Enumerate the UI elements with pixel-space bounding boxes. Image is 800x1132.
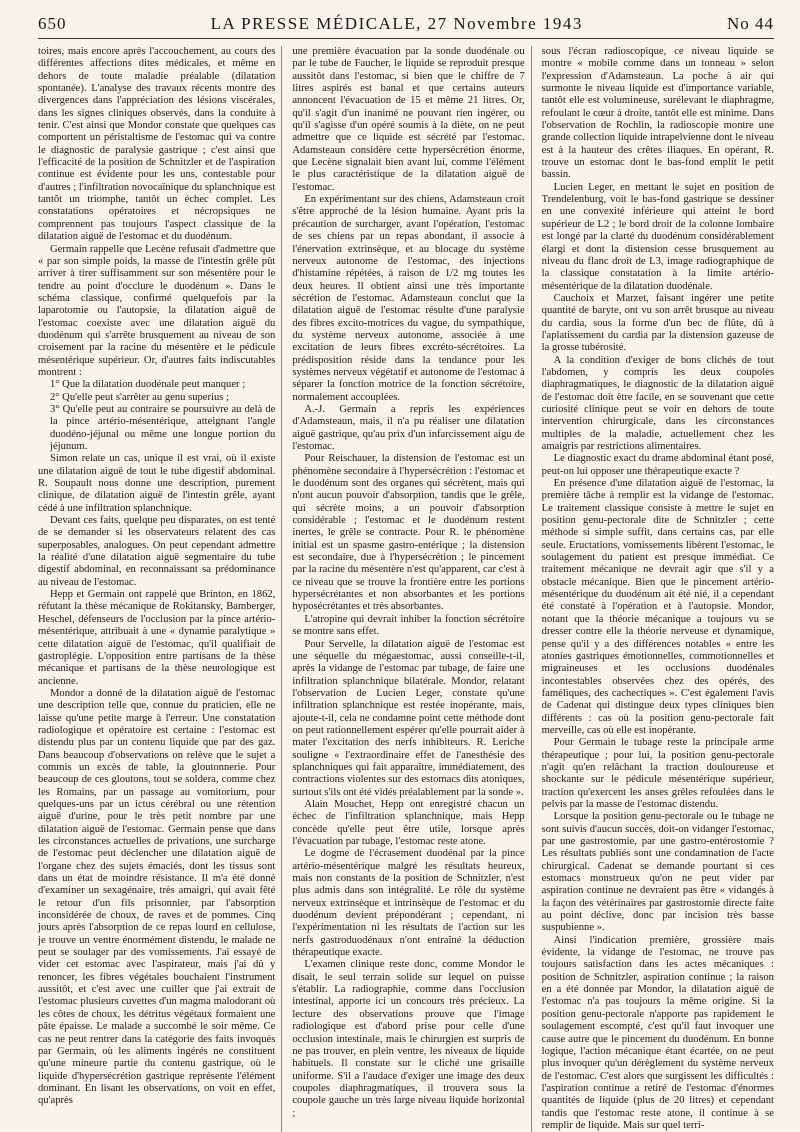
paragraph: En expérimentant sur des chiens, Adamsteaun croit s'être approché de la lésion humaine. Ayant pris la précaution de surcharger, avant l'opération, l'estomac de ses chiens par un repas abondant, il associe à l'énervation extrinsèque, et au blocage du système nerveux autonome de l'estomac, des injections d'histamine répétées, à raison de 1/2 mg toutes les deux heures. Il obtient ainsi une très importante sécrétion de l'estomac. Adamsteaun conclut que la dilatation aiguë de l'estomac résulte d'une paralysie des fibres excito-motrices du vague, du sympathique, du système nerveux autonome, associée à une excitation de leurs fibres excréto-sécrétoires. La prédisposition réside dans la tendance pour les systèmes nerveux végétatif et autonome de l'estomac à séparer la fonction motrice de la fonction sécrétoire, normalement accouplées. <box>292 194 525 403</box>
paragraph: Lorsque la position genu-pectorale ou le tubage ne sont suivis d'aucun succès, doit-on vidanger l'estomac, par une gastrostomie, par une gastro-entérostomie ? Les résultats publiés sont une condamnation de l'acte chirurgical. Cadenat se demande pourtant si ces estomacs monstrueux qu'on ne peut vider par aspiration continue ne devraient pas être « vidangés à la façon des vétérinaires par gastrostomie directe faite au point déclive, donc par incision très basse suspubienne ». <box>541 811 774 934</box>
paragraph: Pour Servelle, la dilatation aiguë de l'estomac est une séquelle du mégaestomac, aussi conseille-t-il, après la vidange de l'estomac par tubage, de faire une infiltration splanchnique bilatérale. Mondor, relatant l'observation de Lucien Leger, constate qu'une infiltration splanchnique est restée inopérante, mais, ajoute-t-il, cela ne condamne point cette méthode dont on peut rationnellement espérer qu'elle pourrait aider à mater l'excitation des nerfs inhibiteurs. R. Leriche souligne « l'extraordinaire effet de l'anesthésie des splanchniques qui fait apparaître, immédiatement, des contractions violentes sur des estomacs dits atoniques, surtout s'ils ont été vidés préalablement par la sonde ». <box>292 638 525 798</box>
paragraph: Le dogme de l'écrasement duodénal par la pince artério-mésentérique malgré les résultats heureux, mais non constants de la position de Schnitzler, n'est plus admis dans son intégralité. Le rôle du système nerveux extrinsèque et intrinsèque de l'estomac et du duodénum devient prépondérant ; cependant, ni l'expérimentation ni les résultats de l'action sur les nerfs gastroduodénaux n'ont entraîné la déduction thérapeutique exacte. <box>292 848 525 959</box>
paragraph: Mondor a donné de la dilatation aiguë de l'estomac une description telle que, connue du praticien, elle ne laisse qu'une petite marge à l'erreur. Une constatation radiologique et opératoire est certaine : l'estomac est distendu plus par un contenu liquide que par des gaz. Dans beaucoup d'observations on relève que le sujet a commis un excès de table, la gloutonnerie. Pour beaucoup de ces gloutons, tout se soldera, comme chez les Romains, par un passage au vomitorium, pour quelques-uns par un ictus cérébral ou une rétention aiguë d'urine, pour le très petit nombre par une dilatation aiguë de l'estomac. Germain pense que dans les circonstances actuelles de privations, une surcharge de l'estomac peut déclencher une dilatation aiguë de l'organe chez des sujets émaciés, dont les tissus sont dans un état de moindre résistance. Il m'a été donné d'examiner un sexagénaire, très amaigri, qui avait fêté le retour d'un fils prisonnier, par l'absorption inconsidérée de choux, de raves et de pommes. Cinq jours après l'absorption de ce repas lourd en cellulose, je trouve un ventre énormément distendu, le malade ne peut se soulager par des vomissements. J'ai essayé de vider cet estomac avec l'aspirateur, mais j'ai dû y renoncer, les fibres végétales bouchaient l'instrument aussitôt, et c'est avec une cuiller que j'ai extrait de l'estomac plusieurs cuvettes d'un magma malodorant où les côtes de choux, les détritus végétaux formaient une pâte épaisse. Le malade a succombé le soir même. Ce cas ne peut rentrer dans la catégorie des faits invoqués par Germain, où les aliments ingérés ne constituent qu'une mineure partie du contenu gastrique, où le liquide d'hypersécrétion gastrique représente l'élément dominant. En lisant les observations, on voit en effet, qu'après <box>38 687 276 1107</box>
paragraph: A la condition d'exiger de bons clichés de tout l'abdomen, y compris les deux coupoles diaphragmatiques, le diagnostic de la dilatation aiguë de l'estomac doit être facile, en se souvenant que cette curiosité clinique peut se voir en dehors de toute intervention chirurgicale, dans les circonstances multiples de la maladie, actuellement chez les amaigris par restrictions alimentaires. <box>541 354 774 452</box>
paragraph: une première évacuation par la sonde duodénale ou par le tube de Faucher, le liquide se reproduit presque aussitôt dans l'estomac, si bien que le chiffre de 7 litres aspirés est banal et que certains auteurs annoncent l'évacuation de 15 et même 21 litres. Or, qu'il s'agit d'un inanimé ne pouvant rien ingérer, ou qu'il s'agisse d'un opéré soumis à la diète, on ne peut admettre que ce liquide est sécrété par l'estomac. Adamsteaun considère cette hypersécrétion énorme, que Lecène signalait bien avant lui, comme l'élément le plus caractéristique de la dilatation aiguë de l'estomac. <box>292 46 525 193</box>
paragraph: Pour Germain le tubage reste la principale arme thérapeutique ; pour lui, la position genu-pectorale n'agit qu'en relâchant la traction douloureuse et shockante sur le pédicule mésentérique supérieur, traction qu'exercent les anses grêles refoulées dans le pelvis par la masse de l'estomac distendu. <box>541 737 774 810</box>
paragraph: L'examen clinique reste donc, comme Mondor le disait, le seul terrain solide sur lequel on puisse s'établir. La radiographie, comme dans l'occlusion intestinal, apporte ici un concours très précieux. La lecture des observations prouve que l'image radiologique est d'abord prise pour celle d'une occlusion intestinale, mais le chirurgien est surpris de ne pas trouver, en plein ventre, les niveaux de liquide habituels. Il constate sur le cliché une grisaille uniforme. S'il a l'audace d'exiger une image des deux coupoles diaphragmatiques, il trouvera sous la coupole gauche un très large niveau liquide horizontal ; <box>292 959 525 1119</box>
running-header <box>38 14 774 44</box>
paragraph: 1° Que la dilatation duodénale peut manquer ; <box>50 379 246 391</box>
paragraph: Alain Mouchet, Hepp ont enregistré chacun un échec de l'infiltration splanchnique, mais Hepp concède qu'elle peut être utile, lorsque après l'évacuation par tubage, l'estomac reste atone. <box>292 798 525 847</box>
paragraph: A.-J. Germain a repris les expériences d'Adamsteaun, mais, il n'a pu réaliser une dilatation aiguë gastrique, qu'au prix d'un infarcissement aigu de l'estomac. <box>292 403 525 452</box>
paragraph: Ainsi l'indication première, grossière mais évidente, la vidange de l'estomac, ne trouve pas toujours satisfaction dans les actes mécaniques : position de Schnitzler, aspiration continue ; la raison en a été donnée par Mondor, la dilatation aiguë de l'estomac n'a pas toujours la même origine. Si la position genu-pectorale n'apporte pas rapidement le soulagement escompté, c'est qu'il faut invoquer une cause autre que le pincement du duodénum. En bonne logique, l'action mécanique étant écartée, on ne peut plus invoquer qu'un dérèglement du système nerveux de l'estomac. C'est alors que surgissent les difficultés : l'aspiration continue a retiré de l'estomac d'énormes quantités de liquide (plus de 20 litres) et cependant tandis que l'estomac reste atone, il continue à se remplir de liquide. Mais sur quel terri- <box>541 934 774 1131</box>
paragraph: Simon relate un cas, unique il est vrai, où il existe une dilatation aiguë de tout le tube digestif abdominal. R. Soupault nous donne une description, purement clinique, de dilatation aiguë de l'intestin grêle, ayant cédé à une infiltration splanchnique. <box>38 453 276 514</box>
paragraph: Lucien Leger, en mettant le sujet en position de Trendelenburg, voit le bas-fond gastrique se dessiner en une convexité inférieure qui atteint le bord supérieur de L2 ; le bord droit de la colonne lombaire est longé par la clarté du duodénum considérablement élargi et dont la distension cesse brusquement au niveau du flanc droit de L3, image radiographique de la classique constatation à la limite artério-mésentérique de la dilatation duodénale. <box>541 181 774 292</box>
column-3 <box>531 46 774 1132</box>
column-1 <box>38 46 275 1132</box>
paragraph: sous l'écran radioscopique, ce niveau liquide se montre « mobile comme dans un tonneau » selon l'expression d'Adamsteaun. La poche à air qui surmonte le niveau liquide est d'importance variable, tantôt elle est volumineuse, surélevant le diaphragme, refoulant le cœur à droite, tantôt elle est minime. Dans l'observation de Rochlin, la radioscopie montre une grande collection liquide intrapelvienne dont le niveau est à la hauteur des crêtes iliaques. En opérant, R. trouve un estomac dont le bas-fond emplit le petit bassin. <box>541 46 774 181</box>
paragraph: toires, mais encore après l'accouchement, au cours des différentes affections dites médicales, et même en dehors de toute maladie préalable (dilatation spontanée). L'analyse des travaux récents montre des divergences dans l'appréciation des lésions viscérales, dans les signes cliniques observés, dans la conduite à tenir. C'est ainsi que Mondor constate que quelques cas comportent un péristaltisme de l'estomac qui va contre le diagnostic de paralysie gastrique ; c'est ainsi que l'efficacité de la position de Schnitzler et de l'aspiration continue est évidente pour les uns, contestable pour d'autres ; l'infiltration novocaïnique du splanchnique est tantôt un triomphe, tantôt un échec complet. Les constatations opératoires et nécropsiques ne comprennent pas toujours l'aspect classique de la dilatation aiguë de l'estomac et du duodénum. <box>38 46 276 243</box>
issue-number: No 44 <box>726 14 774 33</box>
paragraph: Devant ces faits, quelque peu disparates, on est tenté de se demander si les observateurs relatent des cas superposables, analogues. On peut cependant admettre la réalité d'une dilatation aiguë segmentaire du tube digestif abdominal, en reconnaissant sa prédominance au niveau de l'estomac. <box>38 515 276 588</box>
paragraph: 3° Qu'elle peut au contraire se poursuivre au delà de la pince artério-mésentérique, atteignant l'angle duodéno-jéjunal ou même une longue portion du jéjunum. <box>50 403 276 452</box>
paragraph: Germain rappelle que Lecène refusait d'admettre que « par son simple poids, la masse de l'intestin grêle pût arriver à tirer suffisamment sur son mésentère pour le tendre au point d'occlure le duodénum ». Dans le schéma classique, confirmé quelquefois par la laparotomie ou l'autopsie, la dilatation aiguë de l'estomac coexiste avec une dilatation aiguë du duodénum qui s'arrête brusquement au niveau de son croisement par la racine du mésentère et le pédicule mésentérique supérieur. Or, d'autres faits indiscutables montrent : <box>38 243 276 378</box>
column-2 <box>281 46 524 1132</box>
page-number: 650 <box>38 14 67 33</box>
paragraph: En présence d'une dilatation aiguë de l'estomac, la première tâche à remplir est la vidange de l'estomac. Le traitement classique consiste à mettre le sujet en position genu-pectorale dite de Schnitzler ; cette méthode si simple suffit, dans certains cas, par elle seule. Eructations, vomissements libèrent l'estomac, le soulagement du patient est presque immédiat. Ce traitement mécanique ne devrait agir que s'il y a obstacle mécanique. Bien que le pincement artério-mésentérique du duodénum ait été nié, il a cependant été constaté à l'opération et à l'autopsie. Mondor, notant que la théorie mécanique a toujours vu se dresser contre elle la théorie nerveuse et dynamique, pense qu'il y a des différences notables « entre les atonies gastriques émotionnelles, commotionnelles et migraineuses et les occlusions duodénales incontestables observées chez des opérés, des faméliques, des cachectiques ». C'est également l'avis de Cadenat qui distingue deux types cliniques bien différents : cas où la position genu-pectorale fait merveille, cas où elle est inopérante. <box>541 478 774 736</box>
paragraph: Le diagnostic exact du drame abdominal étant posé, peut-on lui opposer une thérapeutique exacte ? <box>541 453 774 477</box>
paragraph: Hepp et Germain ont rappelé que Brinton, en 1862, réfutant la thèse mécanique de Rokitansky, Bamberger, Heschel, défenseurs de l'occlusion par la pince artério-mésentérique, attribuait à une « dynamie paralytique » cette dilatation aiguë de l'estomac, qu'il qualifiait de gastroplégie. L'opposition entre partisans de la thèse mécanique et partisans de la thèse neurologique est ancienne. <box>38 589 276 687</box>
paragraph: Pour Reischauer, la distension de l'estomac est un phénomène secondaire à l'hypersécrétion : l'estomac et le duodénum sont des organes qui sécrètent, mais qui n'ont aucun pouvoir d'absorption, tandis que le grêle, qui sécrète moins, a un pouvoir d'absorption considérable ; l'estomac et le duodénum restent inertes, le grêle se contracte. Pour R. le phénomène initial est un spasme gastro-entérique ; la distension est secondaire, due à l'hypersécrétion ; le pincement par la racine du mésentère n'est qu'apparent, car c'est à ce niveau que se trouve la frontière entre les portions hypersécrétantes et non absorbantes et les portions hyposécrétantes et très absorbantes. <box>292 453 525 613</box>
journal-title-date: LA PRESSE MÉDICALE, 27 Novembre 1943 <box>210 14 583 33</box>
header-rule <box>38 38 774 39</box>
article-body <box>38 46 774 1131</box>
paragraph: 2° Qu'elle peut s'arrêter au genu superius ; <box>50 391 229 403</box>
paragraph: Cauchoix et Marzet, faisant ingérer une petite quantité de baryte, ont vu son arrêt brusque au niveau du cardia, sous la forme d'un bec de flûte, dû à l'aplatissement du cardia par la distension gazeuse de la grosse tubérosité. <box>541 292 774 354</box>
paragraph: L'atropine qui devrait inhiber la fonction sécrétoire se montre sans effet. <box>292 613 525 638</box>
